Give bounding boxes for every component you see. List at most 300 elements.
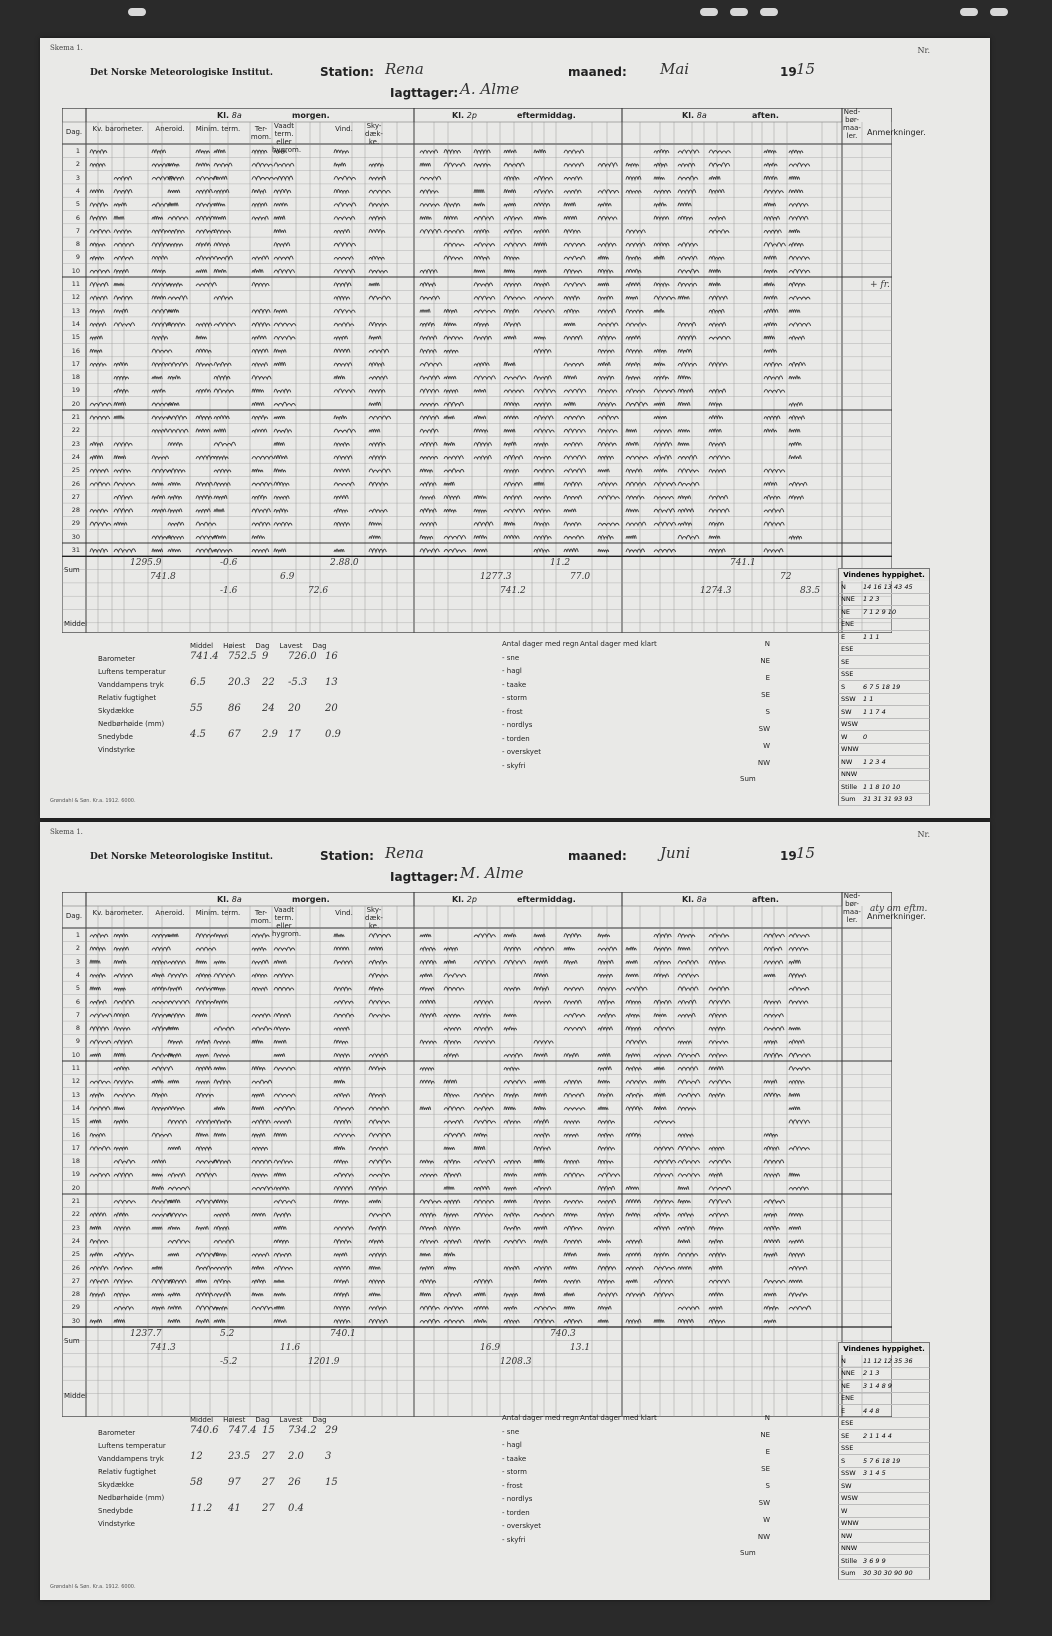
handwriting-stroke bbox=[196, 960, 207, 963]
summary-value: 6.5 bbox=[190, 677, 206, 688]
institute-name: Det Norske Meteorologiske Institut. bbox=[90, 68, 273, 78]
handwriting-stroke bbox=[534, 176, 553, 179]
handwriting-stroke bbox=[90, 549, 108, 552]
handwriting-stroke bbox=[196, 1133, 208, 1136]
handwriting-stroke bbox=[474, 229, 489, 232]
day-number: 11 bbox=[71, 280, 80, 288]
summary-value: 741.4 bbox=[190, 651, 219, 662]
day-number: 13 bbox=[71, 1090, 80, 1099]
handwriting-stroke bbox=[789, 973, 806, 976]
handwriting-stroke bbox=[196, 1266, 214, 1269]
handwriting-stroke bbox=[90, 402, 111, 405]
summary-value: 2.0 bbox=[288, 1451, 304, 1462]
handwriting-stroke bbox=[764, 1239, 780, 1242]
handwriting-stroke bbox=[764, 1293, 776, 1296]
handwriting-stroke bbox=[474, 376, 495, 379]
handwriting-stroke bbox=[534, 416, 553, 419]
handwriting-stroke bbox=[252, 150, 267, 153]
handwriting-stroke bbox=[709, 256, 724, 259]
handwriting-stroke bbox=[789, 1213, 803, 1216]
station-label: Station: bbox=[320, 65, 374, 79]
handwriting-stroke bbox=[334, 1040, 348, 1043]
handwriting-stroke bbox=[534, 429, 554, 432]
handwriting-stroke bbox=[420, 1306, 440, 1309]
handwriting-stroke bbox=[598, 535, 613, 538]
handwriting-stroke bbox=[214, 1067, 226, 1070]
handwriting-stroke bbox=[709, 1147, 724, 1150]
handwriting-stroke bbox=[678, 1226, 694, 1229]
handwriting-stroke bbox=[252, 1040, 263, 1043]
handwriting-stroke bbox=[504, 429, 515, 432]
handwriting-stroke bbox=[474, 442, 492, 445]
handwriting-stroke bbox=[114, 1213, 128, 1216]
sum-value: 740.3 bbox=[550, 1329, 576, 1339]
handwriting-stroke bbox=[504, 442, 516, 445]
handwriting-stroke bbox=[252, 402, 264, 405]
handwriting-stroke bbox=[626, 1093, 643, 1096]
handwriting-stroke bbox=[152, 934, 169, 937]
handwriting-stroke bbox=[626, 363, 640, 366]
handwriting-stroke bbox=[564, 536, 584, 539]
wind-frequency-row bbox=[838, 1405, 930, 1418]
wind-frequency-row bbox=[838, 644, 930, 657]
handwriting-stroke bbox=[504, 376, 526, 379]
handwriting-stroke bbox=[626, 1200, 641, 1203]
handwriting-stroke bbox=[598, 442, 616, 445]
handwriting-stroke bbox=[168, 522, 184, 525]
handwriting-stroke bbox=[168, 1240, 190, 1243]
handwriting-stroke bbox=[564, 1280, 580, 1283]
handwriting-stroke bbox=[90, 1040, 111, 1043]
handwriting-stroke bbox=[214, 256, 233, 259]
handwriting-stroke bbox=[598, 934, 610, 937]
year-value: 15 bbox=[796, 60, 816, 78]
handwriting-stroke bbox=[114, 269, 128, 272]
handwriting-stroke bbox=[369, 229, 385, 232]
handwriting-stroke bbox=[252, 1147, 268, 1150]
handwriting-stroke bbox=[114, 389, 128, 392]
handwriting-stroke bbox=[504, 1226, 520, 1229]
handwriting-stroke bbox=[214, 203, 225, 206]
summary-value: 29 bbox=[325, 1425, 338, 1436]
handwriting-stroke bbox=[444, 256, 463, 259]
handwriting-stroke bbox=[369, 1293, 380, 1296]
handwriting-stroke bbox=[114, 1173, 133, 1176]
handwriting-stroke bbox=[504, 402, 519, 405]
handwriting-stroke bbox=[252, 1027, 272, 1030]
handwriting-stroke bbox=[152, 1293, 164, 1296]
summary-value: 41 bbox=[228, 1503, 241, 1514]
handwriting-stroke bbox=[114, 509, 133, 512]
handwriting-stroke bbox=[709, 1000, 730, 1003]
handwriting-stroke bbox=[678, 216, 693, 219]
handwriting-stroke bbox=[196, 230, 215, 233]
handwriting-stroke bbox=[369, 363, 384, 366]
handwriting-stroke bbox=[114, 216, 124, 219]
wind-frequency-rows bbox=[838, 1355, 930, 1580]
day-number: 23 bbox=[71, 1223, 80, 1232]
handwriting-stroke bbox=[168, 549, 181, 552]
summary-value: 97 bbox=[228, 1477, 241, 1488]
handwriting-stroke bbox=[709, 1213, 728, 1216]
handwriting-stroke bbox=[504, 390, 524, 393]
handwriting-stroke bbox=[252, 389, 264, 392]
handwriting-stroke bbox=[764, 429, 777, 432]
handwriting-stroke bbox=[444, 150, 461, 153]
handwriting-stroke bbox=[764, 1133, 778, 1136]
kl-label: Kl. bbox=[452, 111, 464, 120]
handwriting-stroke bbox=[168, 1173, 185, 1176]
handwriting-stroke bbox=[678, 243, 698, 246]
form-number: Skema 1. bbox=[50, 828, 83, 836]
handwriting-stroke bbox=[274, 974, 293, 977]
handwriting-stroke bbox=[214, 362, 231, 365]
handwriting-stroke bbox=[114, 1120, 128, 1123]
list-item: - storm bbox=[502, 694, 527, 702]
handwriting-stroke bbox=[789, 190, 803, 193]
handwriting-stroke bbox=[654, 363, 665, 366]
list-item: N bbox=[764, 640, 770, 648]
handwriting-stroke bbox=[564, 495, 582, 498]
handwriting-stroke bbox=[678, 1134, 693, 1137]
handwriting-stroke bbox=[444, 974, 466, 977]
handwriting-stroke bbox=[444, 1120, 463, 1123]
handwriting-stroke bbox=[564, 283, 586, 286]
handwriting-stroke bbox=[444, 1253, 455, 1256]
handwriting-stroke bbox=[504, 482, 522, 485]
header-remarks: Anmerkninger. bbox=[867, 128, 926, 137]
list-item: SE bbox=[761, 1465, 770, 1473]
handwriting-stroke bbox=[334, 309, 355, 312]
period-evening: aften. bbox=[752, 111, 779, 120]
handwriting-stroke bbox=[534, 1226, 547, 1229]
days-counts bbox=[502, 638, 682, 773]
day-number: 3 bbox=[75, 173, 80, 182]
handwriting-stroke bbox=[168, 987, 182, 990]
summary-labels bbox=[98, 653, 166, 757]
handwriting-stroke bbox=[196, 150, 210, 153]
day-number: 29 bbox=[71, 519, 80, 528]
handwriting-stroke bbox=[626, 269, 641, 272]
handwriting-stroke bbox=[334, 1306, 350, 1309]
handwriting-stroke bbox=[564, 269, 582, 272]
handwriting-stroke bbox=[196, 947, 216, 950]
handwriting-stroke bbox=[369, 482, 388, 485]
station-label: Station: bbox=[320, 849, 374, 863]
handwriting-stroke bbox=[626, 296, 638, 299]
handwriting-stroke bbox=[90, 1133, 105, 1136]
handwriting-stroke bbox=[114, 1094, 135, 1097]
list-item: Skydække bbox=[98, 707, 134, 715]
handwriting-stroke bbox=[504, 1306, 517, 1309]
handwriting-stroke bbox=[564, 1108, 585, 1110]
handwriting-stroke bbox=[534, 549, 549, 552]
handwriting-stroke bbox=[334, 376, 345, 379]
period-afternoon: eftermiddag. bbox=[517, 111, 576, 120]
handwriting-stroke bbox=[168, 1306, 181, 1309]
handwriting-stroke bbox=[369, 203, 388, 206]
day-number: 21 bbox=[71, 1197, 80, 1205]
handwriting-stroke bbox=[598, 456, 614, 459]
handwriting-stroke bbox=[504, 283, 521, 286]
handwriting-stroke bbox=[369, 1067, 386, 1070]
handwriting-stroke bbox=[274, 1013, 291, 1016]
list-item: S bbox=[765, 708, 770, 716]
wind-direction: SW bbox=[841, 707, 852, 716]
handwriting-stroke bbox=[274, 323, 296, 326]
handwriting-stroke bbox=[504, 1093, 519, 1096]
handwriting-stroke bbox=[626, 190, 641, 193]
handwriting-stroke bbox=[152, 1160, 166, 1163]
handwriting-stroke bbox=[214, 495, 227, 498]
handwriting-stroke bbox=[709, 1173, 722, 1176]
handwriting-stroke bbox=[654, 309, 664, 312]
handwriting-stroke bbox=[252, 216, 268, 219]
handwriting-stroke bbox=[420, 482, 436, 485]
handwriting-stroke bbox=[534, 389, 556, 392]
handwriting-stroke bbox=[214, 1040, 230, 1043]
handwriting-stroke bbox=[678, 1093, 700, 1096]
handwriting-stroke bbox=[369, 1160, 391, 1163]
handwriting-stroke bbox=[114, 296, 132, 299]
form-number: Skema 1. bbox=[50, 44, 83, 52]
handwriting-stroke bbox=[152, 483, 163, 486]
handwriting-stroke bbox=[709, 163, 730, 166]
handwriting-stroke bbox=[274, 176, 293, 179]
handwriting-stroke bbox=[564, 1000, 581, 1003]
handwriting-stroke bbox=[274, 269, 295, 272]
handwriting-stroke bbox=[334, 443, 349, 446]
handwriting-stroke bbox=[90, 1000, 106, 1003]
handwriting-stroke bbox=[504, 216, 522, 219]
list-item: - hagl bbox=[502, 1441, 522, 1449]
handwriting-stroke bbox=[369, 934, 391, 937]
handwriting-stroke bbox=[678, 496, 691, 499]
handwriting-stroke bbox=[334, 336, 348, 339]
handwriting-stroke bbox=[764, 947, 782, 950]
handwriting-stroke bbox=[789, 442, 801, 445]
wind-direction: SSE bbox=[841, 1444, 854, 1453]
handwriting-stroke bbox=[114, 176, 132, 179]
handwriting-stroke bbox=[444, 496, 460, 499]
handwriting-stroke bbox=[534, 216, 546, 219]
wind-direction: NW bbox=[841, 1531, 853, 1540]
handwriting-stroke bbox=[420, 522, 437, 525]
handwriting-stroke bbox=[214, 163, 232, 166]
sum-value: 741.3 bbox=[150, 1343, 176, 1353]
handwriting-stroke bbox=[474, 1319, 486, 1322]
wind-count: 1 1 7 4 bbox=[863, 707, 886, 716]
handwriting-stroke bbox=[114, 1306, 134, 1309]
list-item: - frost bbox=[502, 1481, 523, 1490]
sum-value: 1208.3 bbox=[500, 1357, 532, 1367]
handwriting-stroke bbox=[764, 163, 777, 166]
handwriting-stroke bbox=[444, 1160, 460, 1163]
handwriting-stroke bbox=[626, 1293, 645, 1296]
handwriting-stroke bbox=[564, 1306, 575, 1309]
list-item: Nedbørhøide (mm) bbox=[98, 720, 165, 728]
handwriting-stroke bbox=[564, 455, 586, 458]
handwriting-stroke bbox=[764, 1027, 784, 1030]
handwriting-stroke bbox=[90, 456, 103, 459]
handwriting-stroke bbox=[90, 416, 110, 419]
summary-value: 0.4 bbox=[288, 1503, 304, 1514]
handwriting-stroke bbox=[369, 402, 381, 405]
wind-frequency-row bbox=[838, 781, 930, 794]
wind-frequency-row bbox=[838, 1568, 930, 1581]
handwriting-stroke bbox=[626, 1107, 642, 1110]
day-number: 30 bbox=[71, 532, 80, 541]
handwriting-stroke bbox=[420, 960, 436, 963]
handwriting-stroke bbox=[678, 322, 696, 325]
handwriting-stroke bbox=[214, 1226, 229, 1229]
handwriting-stroke bbox=[764, 1173, 780, 1176]
handwriting-stroke bbox=[598, 496, 619, 499]
handwriting-stroke bbox=[709, 495, 728, 498]
handwriting-stroke bbox=[90, 442, 103, 445]
handwriting-stroke bbox=[564, 1013, 585, 1016]
handwriting-stroke bbox=[789, 1226, 801, 1229]
handwriting-stroke bbox=[789, 1040, 804, 1043]
handwriting-stroke bbox=[564, 163, 584, 166]
summary-value: 27 bbox=[262, 1503, 275, 1514]
handwriting-stroke bbox=[678, 1200, 690, 1203]
day-number: 8 bbox=[75, 1024, 80, 1033]
wind-frequency-row bbox=[838, 1418, 930, 1431]
handwriting-stroke bbox=[274, 402, 296, 405]
handwriting-stroke bbox=[598, 1093, 613, 1096]
summary-value: 27 bbox=[262, 1477, 275, 1488]
handwriting-stroke bbox=[709, 269, 721, 272]
handwriting-stroke bbox=[764, 1213, 777, 1216]
handwriting-stroke bbox=[214, 429, 226, 432]
handwriting-stroke bbox=[564, 336, 582, 339]
handwriting-stroke bbox=[274, 349, 286, 352]
institute-name: Det Norske Meteorologiske Institut. bbox=[90, 852, 273, 862]
handwriting-stroke bbox=[789, 310, 800, 313]
sum-value: 11.2 bbox=[550, 558, 571, 569]
handwriting-stroke bbox=[564, 987, 583, 990]
month-label: maaned: bbox=[568, 849, 627, 863]
handwriting-stroke bbox=[152, 429, 167, 432]
wind-count: 1 1 1 bbox=[863, 632, 880, 641]
header-fugtig: Vaadt term. eller hygrom. bbox=[272, 122, 302, 154]
handwriting-stroke bbox=[168, 1146, 180, 1149]
handwriting-stroke bbox=[274, 216, 285, 219]
summary-value: 734.2 bbox=[288, 1425, 317, 1436]
handwriting-stroke bbox=[626, 974, 638, 977]
handwriting-stroke bbox=[369, 947, 383, 950]
handwriting-stroke bbox=[369, 456, 386, 459]
wind-frequency-row bbox=[838, 1518, 930, 1531]
handwriting-stroke bbox=[114, 1319, 125, 1322]
handwriting-stroke bbox=[90, 522, 111, 525]
handwriting-stroke bbox=[764, 256, 776, 259]
handwriting-stroke bbox=[504, 960, 526, 963]
handwriting-stroke bbox=[114, 974, 133, 977]
wind-direction: NNW bbox=[841, 1544, 858, 1553]
wind-frequency-row bbox=[838, 1455, 930, 1468]
handwriting-stroke bbox=[474, 1133, 487, 1136]
handwriting-stroke bbox=[90, 229, 110, 232]
handwriting-stroke bbox=[214, 176, 227, 179]
handwriting-stroke bbox=[626, 549, 645, 552]
handwriting-stroke bbox=[504, 987, 520, 990]
handwriting-stroke bbox=[474, 549, 487, 552]
handwriting-stroke bbox=[654, 509, 675, 512]
handwriting-stroke bbox=[764, 1041, 777, 1044]
handwriting-stroke bbox=[152, 1107, 168, 1110]
handwriting-stroke bbox=[626, 456, 648, 459]
handwriting-stroke bbox=[114, 362, 128, 365]
handwriting-stroke bbox=[334, 1227, 354, 1230]
summary-value: 15 bbox=[262, 1425, 275, 1436]
handwriting-stroke bbox=[274, 1040, 286, 1043]
handwriting-stroke bbox=[654, 442, 672, 445]
handwriting-stroke bbox=[626, 1213, 640, 1216]
handwriting-stroke bbox=[90, 309, 104, 312]
handwriting-stroke bbox=[709, 416, 723, 419]
handwriting-stroke bbox=[534, 1093, 547, 1096]
day-number: 16 bbox=[71, 1130, 80, 1139]
handwriting-stroke bbox=[444, 535, 466, 538]
handwriting-stroke bbox=[274, 256, 293, 259]
handwriting-stroke bbox=[420, 1040, 436, 1043]
handwriting-stroke bbox=[678, 1186, 689, 1189]
handwriting-stroke bbox=[334, 1160, 348, 1163]
handwriting-stroke bbox=[564, 1226, 582, 1229]
day-number: 9 bbox=[75, 1037, 80, 1046]
handwriting-stroke bbox=[504, 309, 519, 312]
handwriting-stroke bbox=[564, 230, 580, 233]
summary-value: 22 bbox=[262, 677, 275, 688]
header-sky: Sky-dæk-ke. bbox=[365, 906, 383, 930]
handwriting-stroke bbox=[274, 1306, 284, 1309]
handwriting-stroke bbox=[168, 1053, 181, 1056]
handwriting-stroke bbox=[626, 1067, 641, 1070]
observation-sheet-june bbox=[40, 822, 990, 1600]
middel-row-label: Middel bbox=[64, 620, 88, 628]
handwriting-stroke bbox=[564, 1266, 577, 1269]
sum-value: 741.2 bbox=[500, 586, 526, 597]
summary-value: 23.5 bbox=[228, 1451, 251, 1462]
handwriting-stroke bbox=[274, 1226, 286, 1229]
handwriting-stroke bbox=[274, 1133, 287, 1136]
wind-frequency-row bbox=[838, 1530, 930, 1543]
handwriting-stroke bbox=[114, 190, 132, 193]
handwriting-stroke bbox=[474, 934, 495, 937]
handwriting-stroke bbox=[274, 163, 294, 166]
handwriting-stroke bbox=[214, 535, 226, 538]
handwriting-stroke bbox=[214, 1253, 226, 1256]
handwriting-stroke bbox=[709, 442, 726, 445]
handwriting-stroke bbox=[678, 402, 690, 405]
handwriting-stroke bbox=[764, 1279, 785, 1282]
handwriting-stroke bbox=[420, 1279, 436, 1282]
handwriting-stroke bbox=[274, 229, 286, 232]
handwriting-stroke bbox=[678, 1041, 692, 1043]
handwriting-stroke bbox=[709, 509, 729, 512]
handwriting-stroke bbox=[420, 309, 430, 312]
handwriting-stroke bbox=[534, 973, 548, 976]
handwriting-stroke bbox=[152, 456, 169, 459]
handwriting-stroke bbox=[152, 229, 168, 232]
handwriting-stroke bbox=[534, 1293, 545, 1296]
handwriting-stroke bbox=[678, 960, 698, 963]
handwriting-stroke bbox=[764, 190, 783, 193]
handwriting-stroke bbox=[369, 509, 387, 512]
handwriting-stroke bbox=[474, 270, 485, 273]
